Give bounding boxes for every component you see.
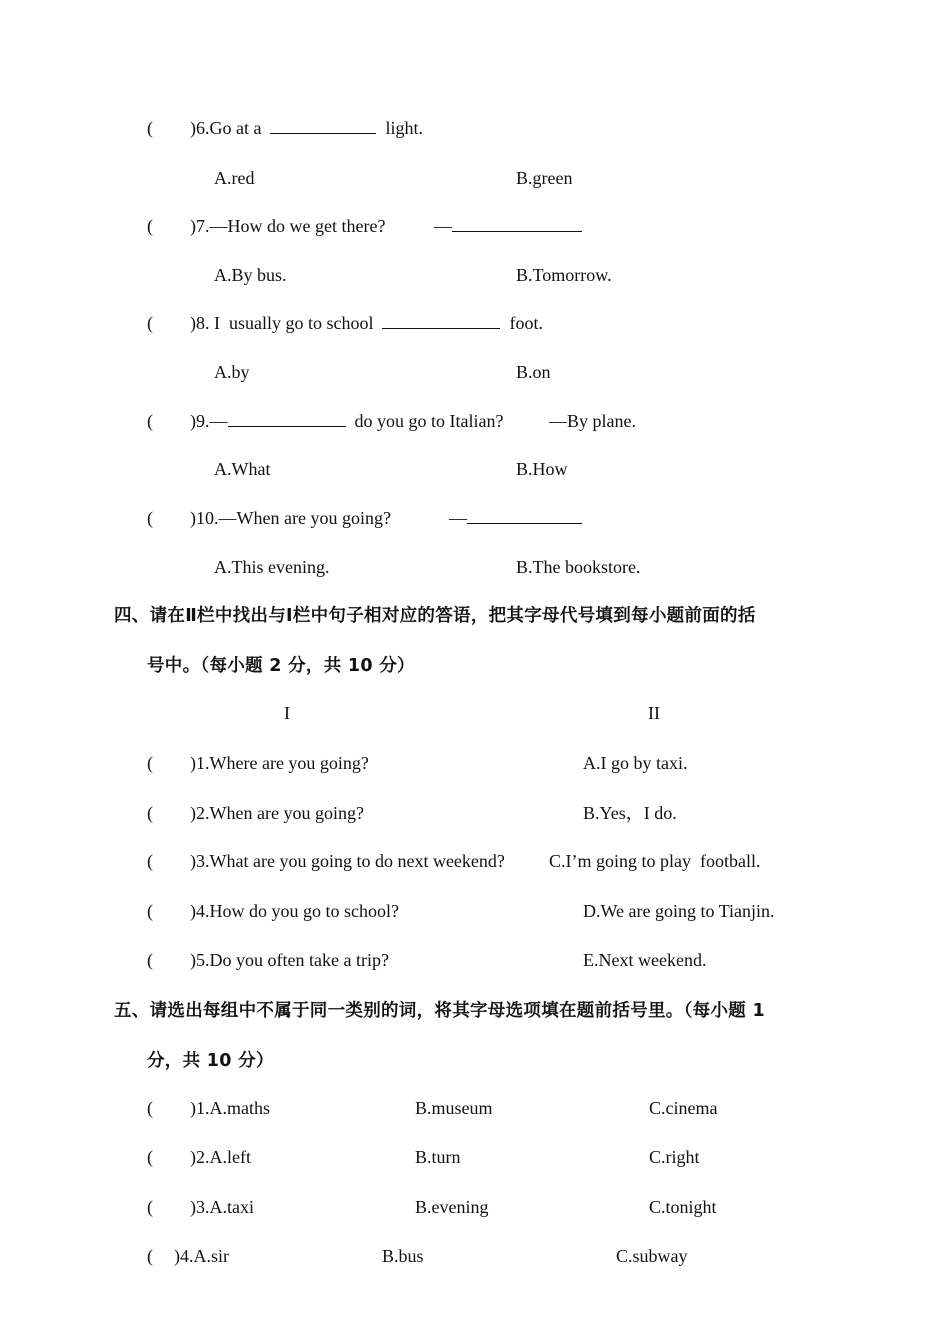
column-ii-label: II bbox=[648, 703, 660, 723]
q9-paren[interactable]: ( bbox=[147, 411, 153, 431]
p4-q3-paren[interactable]: ( bbox=[147, 851, 153, 871]
p4-q5: )5.Do you often take a trip? bbox=[190, 950, 389, 970]
q9-answer: —By plane. bbox=[549, 411, 636, 431]
q7-stem: )7.—How do we get there? bbox=[190, 216, 386, 236]
q10-stem: )10.—When are you going? bbox=[190, 508, 391, 528]
p4-q1: )1.Where are you going? bbox=[190, 753, 369, 773]
q10-option-a: A.This evening. bbox=[214, 557, 330, 577]
q9-stem: )9.— do you go to Italian? bbox=[190, 411, 504, 431]
p5-q3-c: C.tonight bbox=[649, 1197, 717, 1217]
p4-q1-paren[interactable]: ( bbox=[147, 753, 153, 773]
part5-heading-line2: 分，共 10 分） bbox=[147, 1051, 274, 1071]
p5-q4-b: B.bus bbox=[382, 1246, 424, 1266]
q8-option-a: A.by bbox=[214, 362, 250, 382]
q7-option-a: A.By bus. bbox=[214, 265, 287, 285]
q7-blank[interactable] bbox=[452, 215, 582, 232]
p5-q4-paren[interactable]: ( bbox=[147, 1246, 153, 1266]
q8-paren[interactable]: ( bbox=[147, 313, 153, 333]
p5-q1-a: )1.A.maths bbox=[190, 1098, 270, 1118]
q6-stem: )6.Go at a light. bbox=[190, 118, 423, 138]
p5-q2-b: B.turn bbox=[415, 1147, 461, 1167]
q9-option-a: A.What bbox=[214, 459, 271, 479]
p5-q3-a: )3.A.taxi bbox=[190, 1197, 254, 1217]
p4-e: E.Next weekend. bbox=[583, 950, 707, 970]
p5-q1-c: C.cinema bbox=[649, 1098, 718, 1118]
p5-q1-paren[interactable]: ( bbox=[147, 1098, 153, 1118]
p5-q4-a: )4.A.sir bbox=[174, 1246, 229, 1266]
q8-stem: )8. I usually go to school foot. bbox=[190, 313, 543, 333]
p5-q4-c: C.subway bbox=[616, 1246, 688, 1266]
p4-q5-paren[interactable]: ( bbox=[147, 950, 153, 970]
p4-q2: )2.When are you going? bbox=[190, 803, 364, 823]
part5-heading-line1: 五、请选出每组中不属于同一类别的词，将其字母选项填在题前括号里。（每小题 1 bbox=[114, 1001, 765, 1021]
q7-option-b: B.Tomorrow. bbox=[516, 265, 612, 285]
q6-option-a: A.red bbox=[214, 168, 255, 188]
p5-q2-c: C.right bbox=[649, 1147, 700, 1167]
p4-a: A.I go by taxi. bbox=[583, 753, 688, 773]
q8-option-b: B.on bbox=[516, 362, 551, 382]
p5-q3-b: B.evening bbox=[415, 1197, 489, 1217]
q6-option-b: B.green bbox=[516, 168, 573, 188]
p4-q2-paren[interactable]: ( bbox=[147, 803, 153, 823]
p4-q4: )4.How do you go to school? bbox=[190, 901, 399, 921]
part4-heading-line1: 四、请在Ⅱ栏中找出与Ⅰ栏中句子相对应的答语，把其字母代号填到每小题前面的括 bbox=[114, 606, 756, 626]
p5-q3-paren[interactable]: ( bbox=[147, 1197, 153, 1217]
q10-paren[interactable]: ( bbox=[147, 508, 153, 528]
q10-option-b: B.The bookstore. bbox=[516, 557, 641, 577]
p4-q4-paren[interactable]: ( bbox=[147, 901, 153, 921]
q6-blank[interactable] bbox=[270, 117, 376, 134]
q9-option-b: B.How bbox=[516, 459, 568, 479]
p5-q1-b: B.museum bbox=[415, 1098, 493, 1118]
p5-q2-a: )2.A.left bbox=[190, 1147, 251, 1167]
p4-b: B.Yes，I do. bbox=[583, 803, 677, 823]
q7-answer: — bbox=[434, 215, 582, 237]
q7-paren[interactable]: ( bbox=[147, 216, 153, 236]
p5-q2-paren[interactable]: ( bbox=[147, 1147, 153, 1167]
part4-heading-line2: 号中。（每小题 2 分，共 10 分） bbox=[147, 656, 415, 676]
column-i-label: I bbox=[284, 703, 290, 723]
q10-blank[interactable] bbox=[467, 507, 582, 524]
p4-c: C.I’m going to play football. bbox=[549, 851, 761, 871]
q8-blank[interactable] bbox=[382, 312, 500, 329]
q10-answer: — bbox=[449, 507, 582, 529]
p4-d: D.We are going to Tianjin. bbox=[583, 901, 775, 921]
q9-blank[interactable] bbox=[228, 410, 346, 427]
q6-paren[interactable]: ( bbox=[147, 118, 153, 138]
p4-q3: )3.What are you going to do next weekend? bbox=[190, 851, 505, 871]
